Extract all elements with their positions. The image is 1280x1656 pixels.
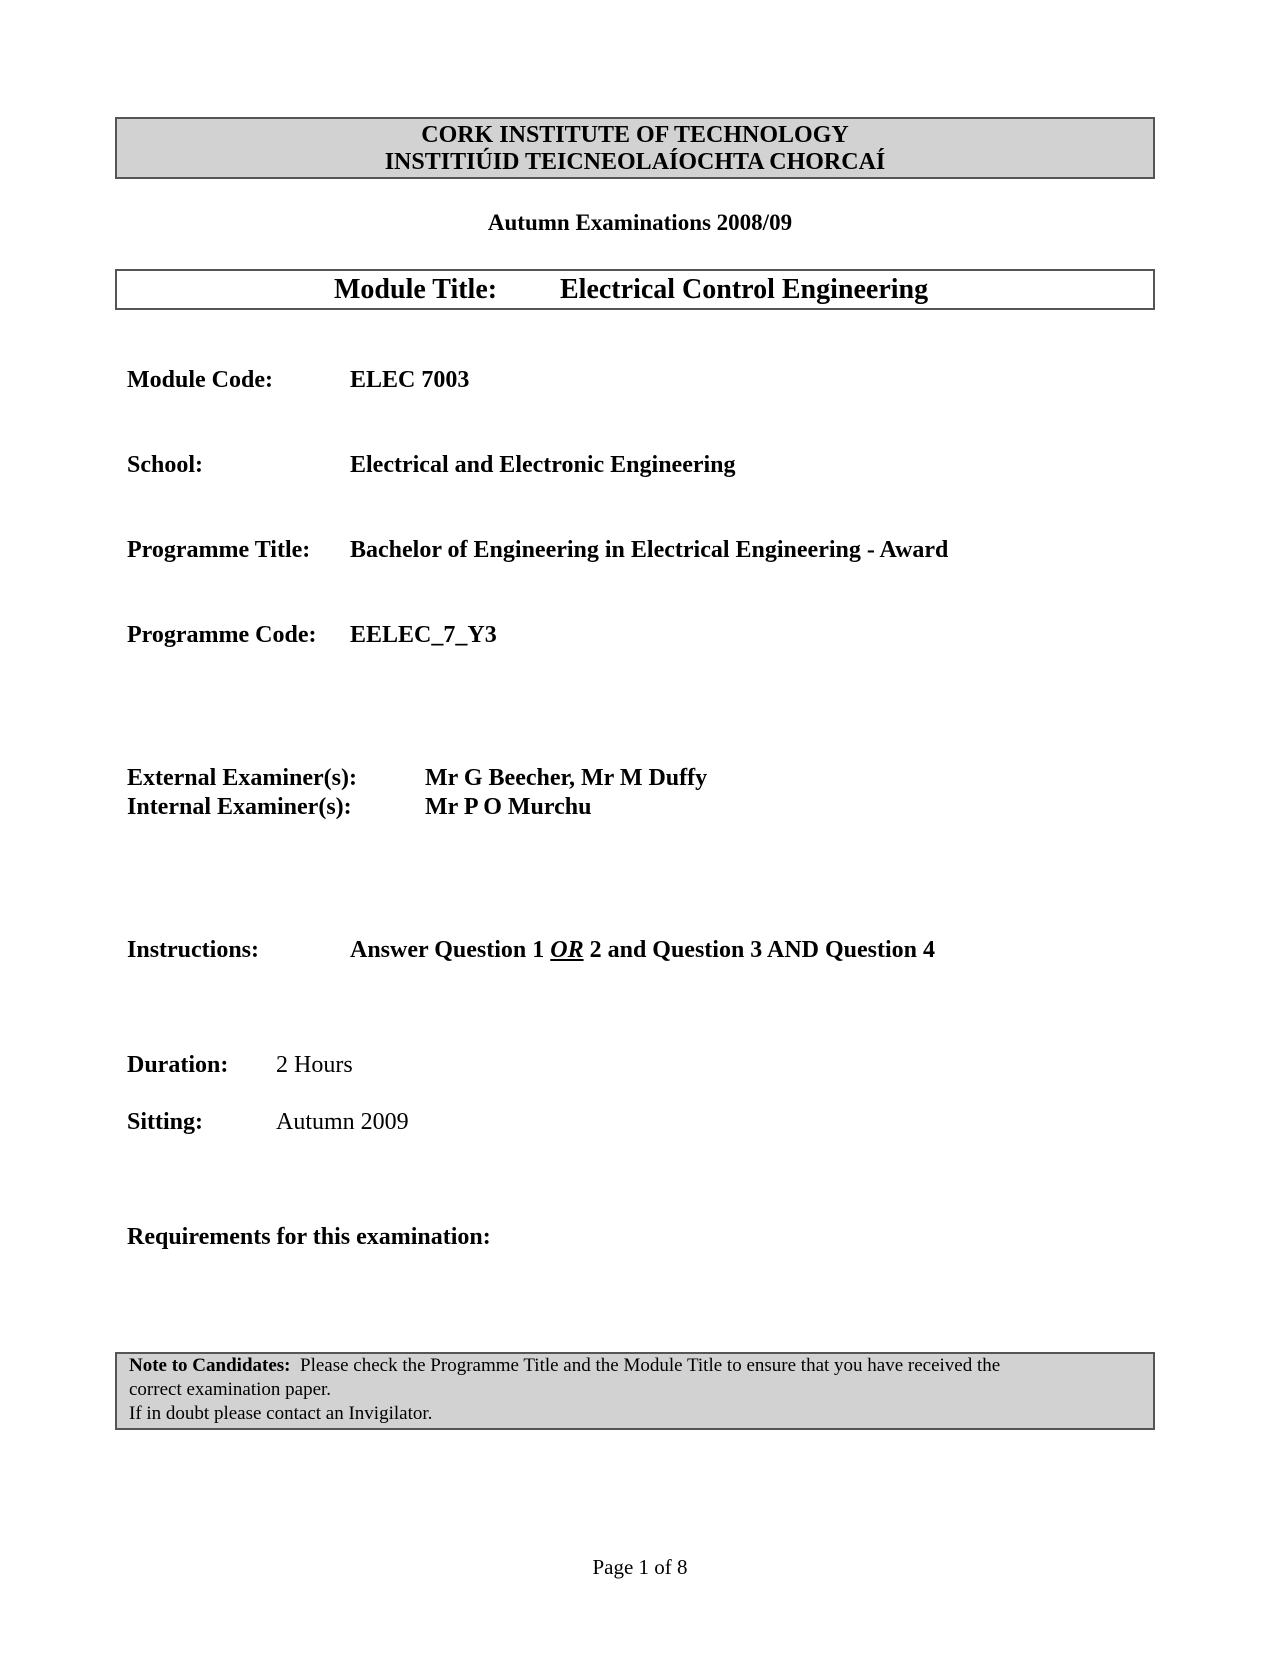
programme-code-value: EELEC_7_Y3 [350, 622, 497, 648]
note-label: Note to Candidates: [129, 1355, 291, 1376]
school-value: Electrical and Electronic Engineering [350, 452, 736, 478]
institute-name-english: CORK INSTITUTE OF TECHNOLOGY [421, 122, 849, 148]
internal-examiners-label: Internal Examiner(s): [127, 794, 352, 820]
programme-title-value: Bachelor of Engineering in Electrical Engineering - Award [350, 537, 949, 563]
external-examiners-label: External Examiner(s): [127, 765, 357, 791]
exam-session-title: Autumn Examinations 2008/09 [487, 210, 793, 235]
note-line-2: correct examination paper. [129, 1379, 332, 1400]
external-examiners-value: Mr G Beecher, Mr M Duffy [425, 765, 708, 791]
institute-header [115, 117, 1155, 179]
instructions-emphasis: OR [550, 937, 584, 963]
sitting-label: Sitting: [127, 1109, 204, 1135]
note-line-1 [129, 1354, 1141, 1378]
instructions-part1: Answer Question 1 [350, 937, 551, 963]
internal-examiners-value: Mr P O Murchu [425, 794, 592, 820]
school-label: School: [127, 452, 204, 478]
instructions-part2: 2 and Question 3 AND Question 4 [583, 937, 935, 963]
note-to-candidates-box [115, 1352, 1155, 1430]
page-number: Page 1 of 8 [592, 1555, 688, 1579]
programme-code-label: Programme Code: [127, 622, 317, 648]
note-line-3: If in doubt please contact an Invigilator. [129, 1403, 433, 1424]
module-title-box [115, 269, 1155, 310]
module-title-label: Module Title: [334, 274, 498, 305]
module-code-value: ELEC 7003 [350, 367, 470, 393]
institute-name-irish: INSTITIÚID TEICNEOLAÍOCHTA CHORCAÍ [384, 149, 886, 175]
module-code-label: Module Code: [127, 367, 273, 393]
requirements-label: Requirements for this examination: [127, 1224, 491, 1250]
duration-value: 2 Hours [276, 1052, 353, 1078]
programme-title-label: Programme Title: [127, 537, 311, 563]
duration-label: Duration: [127, 1052, 229, 1078]
instructions-value [350, 937, 935, 964]
sitting-value: Autumn 2009 [276, 1109, 409, 1135]
instructions-label: Instructions: [127, 937, 260, 963]
note-text-1: Please check the Programme Title and the Module Title to ensure that you have received the [290, 1355, 1001, 1376]
module-title-value: Electrical Control Engineering [560, 274, 929, 305]
